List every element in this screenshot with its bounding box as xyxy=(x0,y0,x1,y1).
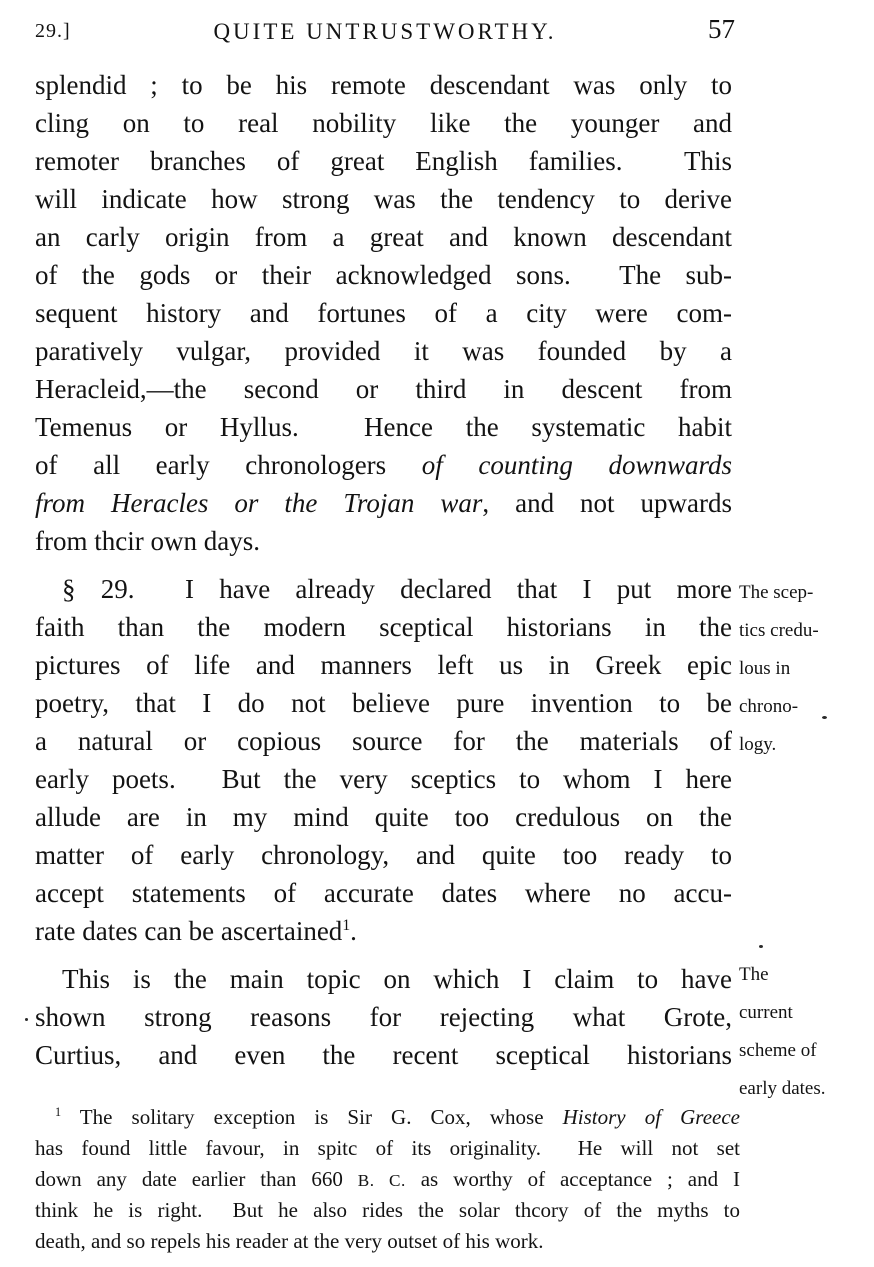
text-line: down any date earlier than 660 B. C. as worthy of acceptance ; and I xyxy=(35,1167,740,1191)
text-line: from thcir own days. xyxy=(35,526,260,556)
page-number: 57 xyxy=(708,14,735,44)
text-line: of the gods or their acknowledged sons. The sub- xyxy=(35,260,732,290)
body-text-column xyxy=(35,66,732,1074)
text-line: The xyxy=(739,964,769,985)
text-line: early poets. But the very sceptics to whom I here xyxy=(35,764,732,794)
running-header xyxy=(35,14,735,48)
paragraph xyxy=(35,960,732,1074)
text-line: lous in xyxy=(739,658,791,679)
text-line: allude are in my mind quite too credulous on the xyxy=(35,802,732,832)
sidenote-sceptics-credulous xyxy=(739,574,871,764)
text-line: an carly origin from a great and known descendant xyxy=(35,222,732,252)
text-line: of all early chronologers of counting downwards xyxy=(35,450,732,480)
ink-speck xyxy=(25,1018,28,1021)
text-line: paratively vulgar, provided it was founded by a xyxy=(35,336,732,366)
paragraph xyxy=(35,570,732,950)
text-line: will indicate how strong was the tendency to derive xyxy=(35,184,732,214)
text-line: This is the main topic on which I claim to have xyxy=(62,964,732,994)
text-line: death, and so repels his reader at the very outset of his work. xyxy=(35,1229,544,1253)
text-line: from Heracles or the Trojan war, and not upwards xyxy=(35,488,733,518)
ink-speck xyxy=(759,945,763,948)
section-number: 29.] xyxy=(35,20,71,42)
text-line: The scep- xyxy=(739,582,814,603)
text-line: Heracleid,—the second or third in descent from xyxy=(35,374,732,404)
footnote-block xyxy=(35,1102,740,1257)
text-line: splendid ; to be his remote descendant was only to xyxy=(35,70,732,100)
running-title: QUITE UNTRUSTWORTHY. xyxy=(213,19,557,44)
text-line: shown strong reasons for rejecting what Grote, xyxy=(35,1002,732,1032)
text-line: scheme of xyxy=(739,1040,817,1061)
text-line: accept statements of accurate dates where no accu- xyxy=(35,878,732,908)
sidenote-current-scheme xyxy=(739,956,871,1108)
text-line: think he is right. But he also rides the solar thcory of the myths to xyxy=(35,1198,740,1222)
text-line: cling on to real nobility like the younger and xyxy=(35,108,732,138)
text-line: current xyxy=(739,1002,793,1023)
text-line: Temenus or Hyllus. Hence the systematic habit xyxy=(35,412,732,442)
text-line: pictures of life and manners left us in Greek epic xyxy=(35,650,732,680)
text-line: sequent history and fortunes of a city were com- xyxy=(35,298,732,328)
text-line: a natural or copious source for the materials of xyxy=(35,726,732,756)
paragraph xyxy=(35,66,732,560)
text-line: Curtius, and even the recent sceptical historians xyxy=(35,1040,732,1070)
text-line: $^1$ The solitary exception is Sir G. Cox, whose History of Greece xyxy=(55,1105,740,1129)
text-line: early dates. xyxy=(739,1078,826,1099)
text-line: remoter branches of great English families. This xyxy=(35,146,732,176)
ink-speck xyxy=(822,716,827,719)
text-line: tics credu- xyxy=(739,620,819,641)
text-line: § 29. I have already declared that I put more xyxy=(62,574,732,604)
text-line: rate dates can be ascertained$^1$. xyxy=(35,916,357,946)
text-line: matter of early chronology, and quite too ready to xyxy=(35,840,732,870)
text-line: logy. xyxy=(739,734,777,755)
text-line: poetry, that I do not believe pure invention to be xyxy=(35,688,732,718)
text-line: has found little favour, in spitc of its originality. He will not set xyxy=(35,1136,740,1160)
text-line: faith than the modern sceptical historians in the xyxy=(35,612,732,642)
text-line: chrono- xyxy=(739,696,799,717)
